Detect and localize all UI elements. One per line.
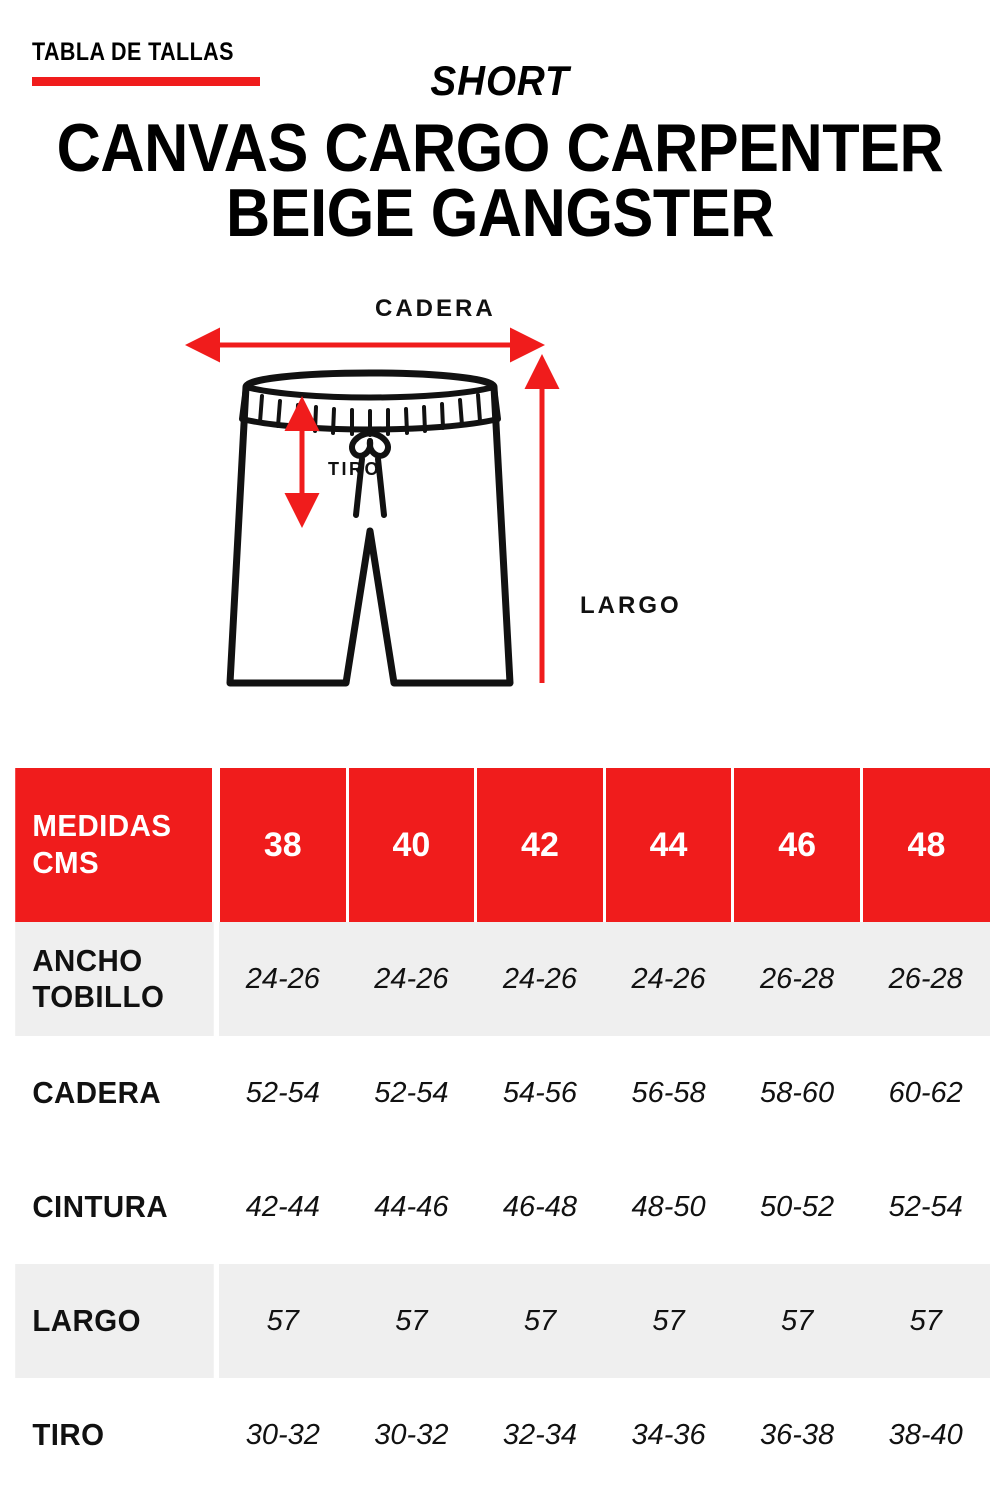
cell-cadera-40: 52-54 <box>347 1036 476 1150</box>
cell-largo-42: 57 <box>476 1264 605 1378</box>
shorts-diagram-svg <box>180 283 820 723</box>
cell-ancho-tobillo-46: 26-28 <box>733 922 862 1036</box>
page-title <box>50 110 950 252</box>
table-row <box>10 1264 990 1378</box>
row-label-cintura: CINTURA <box>15 1150 213 1264</box>
table-row <box>10 1378 990 1492</box>
cell-cintura-48: 52-54 <box>861 1150 990 1264</box>
title-line-2: BEIGE GANGSTER <box>226 175 774 252</box>
cell-largo-38: 57 <box>219 1264 348 1378</box>
product-subtitle: SHORT <box>430 57 570 104</box>
cell-ancho-tobillo-40: 24-26 <box>347 922 476 1036</box>
row-label-ancho-tobillo <box>15 922 213 1036</box>
table-row <box>10 922 990 1036</box>
cell-largo-46: 57 <box>733 1264 862 1378</box>
cell-cintura-44: 48-50 <box>604 1150 733 1264</box>
size-header-38: 38 <box>219 768 348 922</box>
size-chart-table <box>10 768 990 1492</box>
cell-largo-44: 57 <box>604 1264 733 1378</box>
size-chart-header-row <box>10 768 990 922</box>
cell-ancho-tobillo-44: 24-26 <box>604 922 733 1036</box>
tiro-label: TIRO <box>328 458 381 479</box>
cell-cintura-46: 50-52 <box>733 1150 862 1264</box>
title-block <box>0 57 1000 252</box>
cell-ancho-tobillo-48: 26-28 <box>861 922 990 1036</box>
row-label-line-2: TOBILLO <box>32 979 165 1014</box>
cell-cadera-48: 60-62 <box>861 1036 990 1150</box>
cell-ancho-tobillo-42: 24-26 <box>476 922 605 1036</box>
size-chart-body <box>10 922 990 1492</box>
size-header-44: 44 <box>604 768 733 922</box>
size-header-46: 46 <box>733 768 862 922</box>
measurement-diagram <box>0 283 1000 733</box>
cell-tiro-48: 38-40 <box>861 1378 990 1492</box>
cell-cadera-38: 52-54 <box>219 1036 348 1150</box>
measures-corner-line-1: MEDIDAS <box>32 808 172 844</box>
row-label-line-1: ANCHO <box>32 943 143 979</box>
table-row <box>10 1036 990 1150</box>
row-label-largo: LARGO <box>15 1264 213 1378</box>
cell-largo-40: 57 <box>347 1264 476 1378</box>
cadera-label: CADERA <box>375 294 496 322</box>
cell-cadera-46: 58-60 <box>733 1036 862 1150</box>
measures-corner-line-2: CMS <box>32 845 100 880</box>
largo-label: LARGO <box>580 591 682 619</box>
kicker-label: TABLA DE TALLAS <box>32 38 234 66</box>
cell-cadera-44: 56-58 <box>604 1036 733 1150</box>
cell-tiro-44: 34-36 <box>604 1378 733 1492</box>
cell-cintura-42: 46-48 <box>476 1150 605 1264</box>
cell-tiro-40: 30-32 <box>347 1378 476 1492</box>
cell-ancho-tobillo-38: 24-26 <box>219 922 348 1036</box>
size-header-48: 48 <box>861 768 990 922</box>
row-label-tiro: TIRO <box>15 1378 213 1492</box>
cell-tiro-38: 30-32 <box>219 1378 348 1492</box>
shorts-outline <box>230 373 510 683</box>
cell-cintura-38: 42-44 <box>219 1150 348 1264</box>
cell-largo-48: 57 <box>861 1264 990 1378</box>
measures-corner-cell <box>15 768 213 922</box>
size-header-42: 42 <box>476 768 605 922</box>
cell-tiro-42: 32-34 <box>476 1378 605 1492</box>
size-chart-head <box>10 768 990 922</box>
cell-cadera-42: 54-56 <box>476 1036 605 1150</box>
cell-tiro-46: 36-38 <box>733 1378 862 1492</box>
cell-cintura-40: 44-46 <box>347 1150 476 1264</box>
title-line-1: CANVAS CARGO CARPENTER <box>56 110 944 186</box>
table-row <box>10 1150 990 1264</box>
size-header-40: 40 <box>347 768 476 922</box>
row-label-cadera: CADERA <box>15 1036 213 1150</box>
